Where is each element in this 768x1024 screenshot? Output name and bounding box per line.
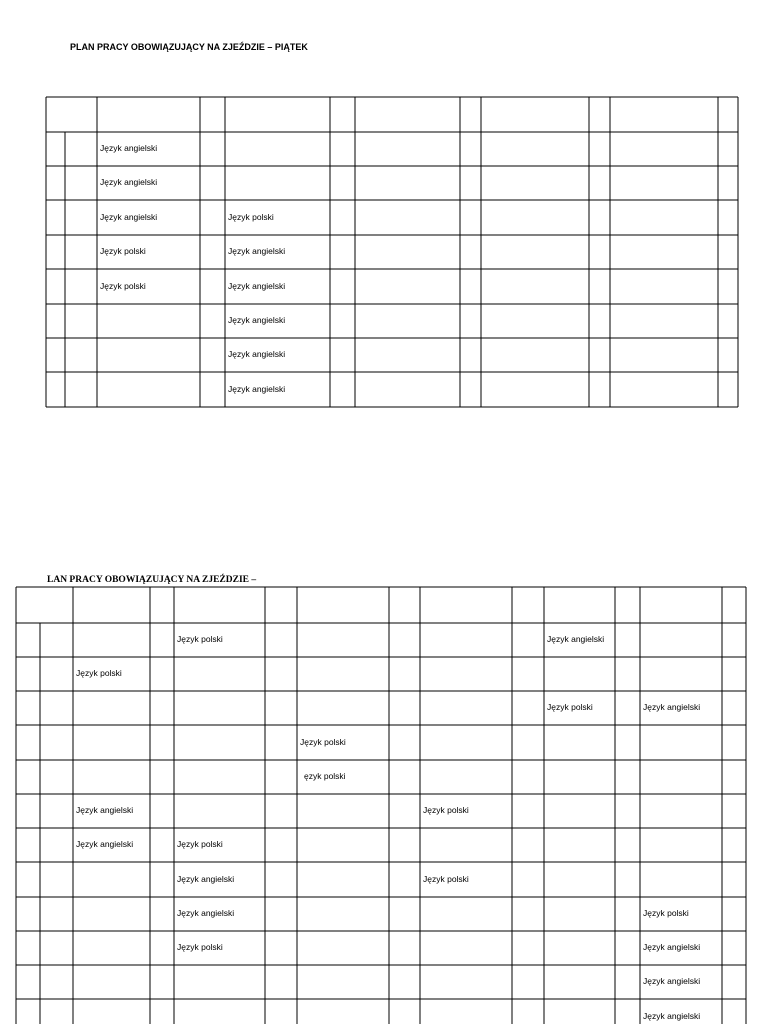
table-cell: Język angielski: [100, 212, 158, 222]
table-cell: ęzyk polski: [304, 771, 346, 781]
table-cell: Język angielski: [177, 874, 235, 884]
table-cell: Język polski: [100, 281, 146, 291]
table-cell: Język polski: [547, 702, 593, 712]
table-cell: Język angielski: [643, 702, 701, 712]
page-title-friday: PLAN PRACY OBOWIĄZUJĄCY NA ZJEŹDZIE – PIĄTEK: [70, 42, 308, 52]
table-cell: Język polski: [177, 634, 223, 644]
table-cell: Język polski: [177, 839, 223, 849]
table-cell: Język angielski: [643, 942, 701, 952]
table-cell: Język polski: [76, 668, 122, 678]
table-cell: Język polski: [423, 805, 469, 815]
table-cell: Język polski: [177, 942, 223, 952]
table-cell: Język polski: [100, 246, 146, 256]
table-cell: Język polski: [228, 212, 274, 222]
page-title-second: LAN PRACY OBOWIĄZUJĄCY NA ZJEŹDZIE –: [47, 575, 257, 585]
table-cell: Język angielski: [643, 1011, 701, 1021]
table-cell: Język polski: [300, 737, 346, 747]
table-cell: Język angielski: [228, 315, 286, 325]
table-cell: Język polski: [423, 874, 469, 884]
table-cell: Język angielski: [76, 839, 134, 849]
table-cell: Język angielski: [228, 246, 286, 256]
table-cell: Język angielski: [76, 805, 134, 815]
table-cell: Język polski: [643, 908, 689, 918]
table-cell: Język angielski: [177, 908, 235, 918]
table-cell: Język angielski: [643, 976, 701, 986]
table-cell: Język angielski: [100, 143, 158, 153]
table-cell: Język angielski: [228, 384, 286, 394]
table-cell: Język angielski: [228, 281, 286, 291]
table-cell: Język angielski: [228, 349, 286, 359]
table-cell: Język angielski: [100, 177, 158, 187]
table-cell: Język angielski: [547, 634, 605, 644]
